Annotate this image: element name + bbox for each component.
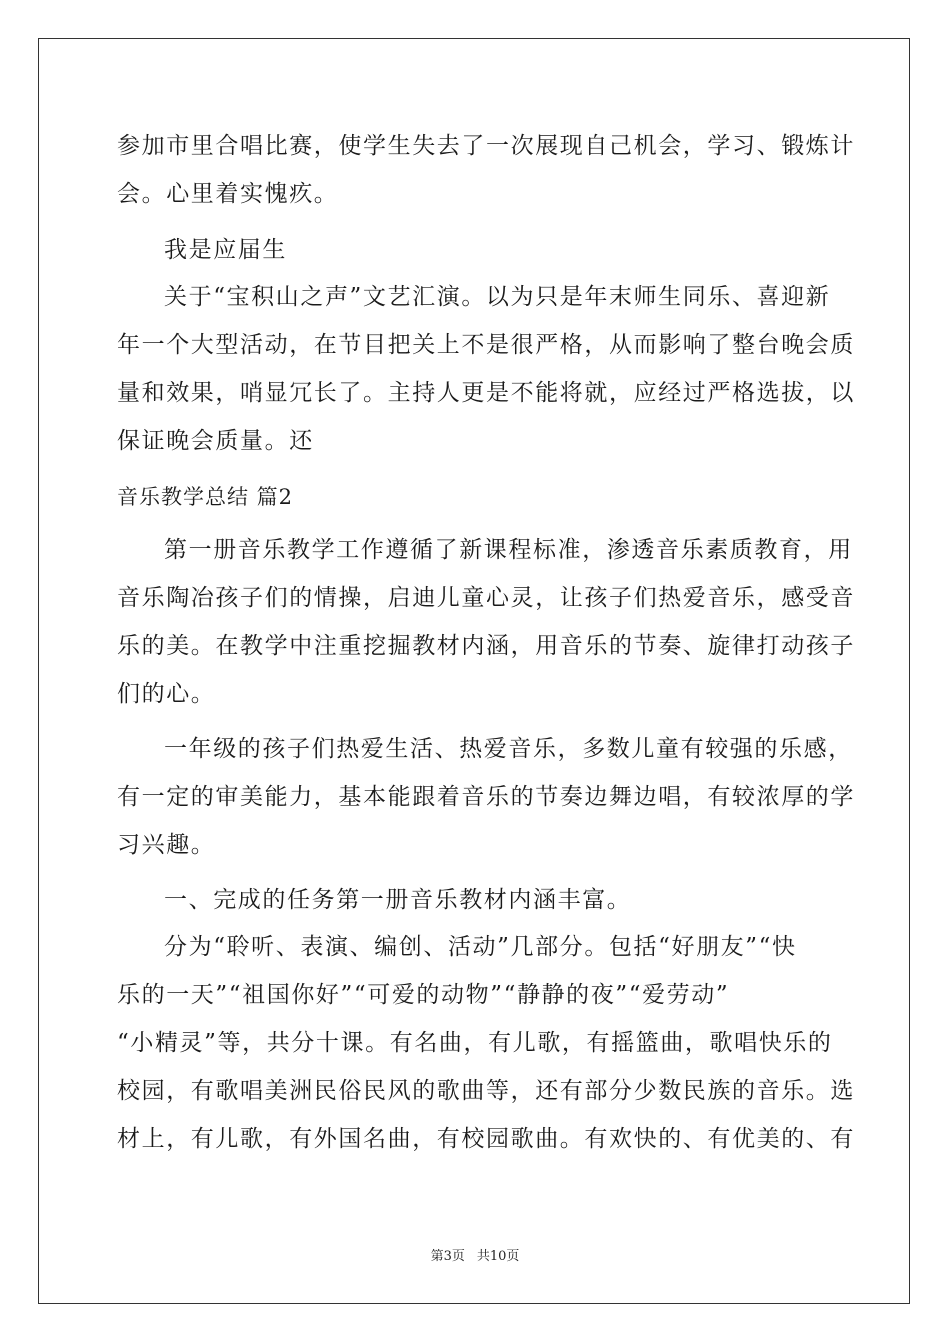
paragraph-line: 有一定的审美能力，基本能跟着音乐的节奏边舞边唱，有较浓厚的学 <box>117 784 855 810</box>
paragraph-line: 们的心。 <box>117 681 216 707</box>
paragraph-line: 会。心里着实愧疚。 <box>117 181 339 207</box>
section-heading: 音乐教学总结 篇2 <box>117 485 294 509</box>
paragraph-line: 乐的美。在教学中注重挖掘教材内涵，用音乐的节奏、旋律打动孩子 <box>117 633 855 659</box>
page-footer <box>0 1245 950 1264</box>
paragraph-line: 参加市里合唱比赛，使学生失去了一次展现自己机会，学习、锻炼计 <box>117 133 855 159</box>
paragraph-line: 一、完成的任务第一册音乐教材内涵丰富。 <box>164 887 632 913</box>
paragraph-line: 年一个大型活动，在节目把关上不是很严格，从而影响了整台晚会质 <box>117 332 855 358</box>
paragraph-line: 音乐陶冶孩子们的情操，启迪儿童心灵，让孩子们热爱音乐，感受音 <box>117 585 855 611</box>
paragraph-line: 量和效果，哨显冗长了。主持人更是不能将就，应经过严格选拔，以 <box>117 380 855 406</box>
paragraph-line: 保证晚会质量。还 <box>117 428 314 454</box>
page-border <box>38 38 910 1304</box>
paragraph-line: 分为“聆听、表演、编创、活动”几部分。包括“好朋友”“快 <box>164 934 797 960</box>
paragraph-line: 校园，有歌唱美洲民俗民风的歌曲等，还有部分少数民族的音乐。选 <box>117 1078 855 1104</box>
page-total: 共10页 <box>476 1249 520 1264</box>
paragraph-line: 材上，有儿歌，有外国名曲，有校园歌曲。有欢快的、有优美的、有 <box>117 1126 855 1152</box>
page-number: 第3页 <box>430 1249 465 1264</box>
paragraph-line: 一年级的孩子们热爱生活、热爱音乐，多数儿童有较强的乐感， <box>164 736 853 762</box>
paragraph-line: 关于“宝积山之声”文艺汇演。以为只是年末师生同乐、喜迎新 <box>164 284 831 310</box>
paragraph-line: 乐的一天”“祖国你好”“可爱的动物”“静静的夜”“爱劳动” <box>117 982 730 1008</box>
paragraph-line: 我是应届生 <box>164 237 287 263</box>
paragraph-line: 第一册音乐教学工作遵循了新课程标准，渗透音乐素质教育，用 <box>164 537 853 563</box>
paragraph-line: “小精灵”等，共分十课。有名曲，有儿歌，有摇篮曲，歌唱快乐的 <box>117 1030 833 1056</box>
paragraph-line: 习兴趣。 <box>117 832 216 858</box>
